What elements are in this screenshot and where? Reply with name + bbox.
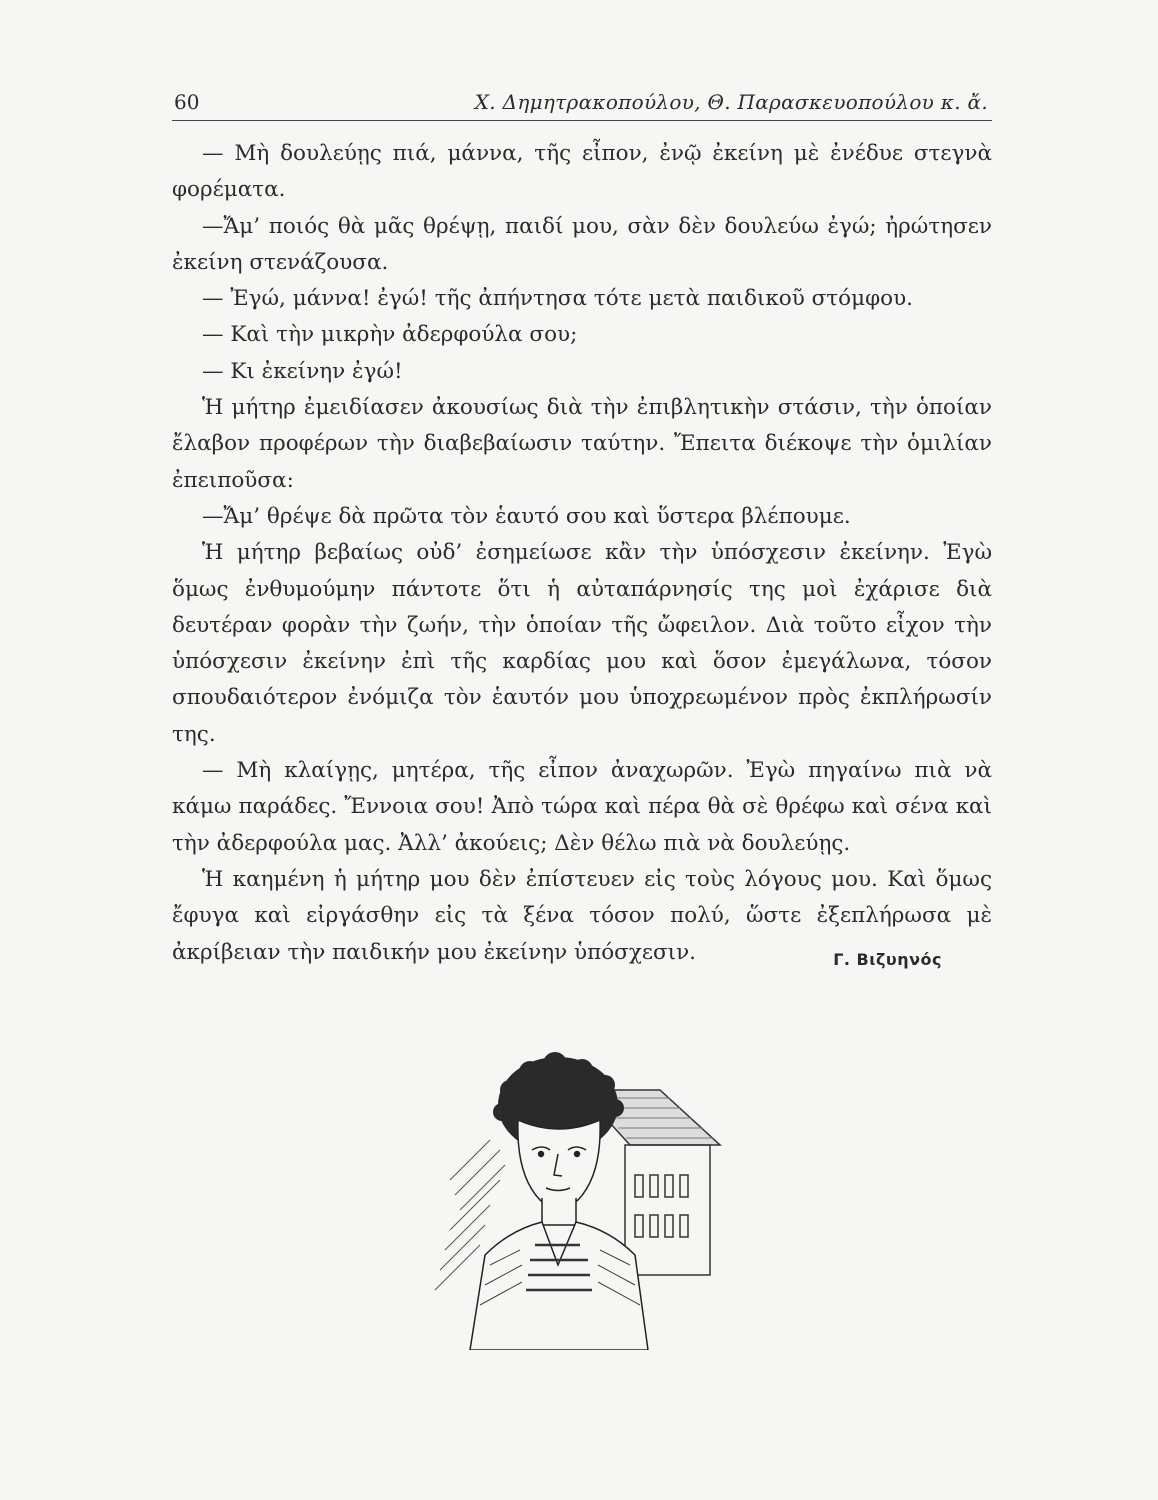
shirt [470, 1198, 648, 1350]
author-signature: Γ. Βιζυηνός [833, 950, 942, 969]
paragraph: —Ἄμ’ θρέψε δὰ πρῶτα τὸν ἑαυτό σου καὶ ὕστερα βλέπουμε. [202, 503, 851, 529]
paragraph: — Μὴ κλαίγῃς, μητέρα, τῆς εἶπον ἀναχωρῶν. Ἐγὼ πηγαίνω πιὰ νὰ κάμω παράδες. Ἔννοια σου! Ἀπὸ τώρα καὶ πέρα θὰ σὲ θρέφω καὶ σένα καὶ τὴν ἀδερφούλα μας. Ἀλλ’ ἀκούεις; Δὲν θέλω πιὰ νὰ δουλεύῃς. [172, 758, 992, 856]
paragraph: — Κι ἐκείνην ἐγώ! [202, 358, 403, 384]
paragraph: Ἡ μήτηρ βεβαίως οὐδ’ ἐσημείωσε κἂν τὴν ὑπόσχεσιν ἐκείνην. Ἐγὼ ὅμως ἐνθυμούμην πάντοτε ὅτι ἡ αὐταπάρνησίς της μοὶ ἐχάρισε διὰ δευτέραν φορὰν τὴν ζωήν, τὴν ὁποίαν τῆς ὤφειλον. Διὰ τοῦτο εἶχον τὴν ὑπόσχεσιν ἐκείνην ἐπὶ τῆς καρδίας μου καὶ ὅσον ἐμεγάλωνα, τόσον σπουδαιότερον ἐνόμιζα τὸν ἑαυτόν μου ὑποχρεωμένον πρὸς ἐκπλήρωσίν της. [172, 540, 992, 747]
face [518, 1120, 600, 1208]
page-header [172, 86, 992, 121]
paragraph: — Ἐγώ, μάννα! ἐγώ! τῆς ἀπήντησα τότε μετὰ παιδικοῦ στόμφου. [202, 286, 913, 312]
page-number: 60 [174, 90, 200, 114]
paragraph: — Καὶ τὴν μικρὴν ἀδερφούλα σου; [202, 322, 578, 348]
boy-portrait-illustration [430, 1050, 730, 1350]
paragraph: Ἡ καημένη ἡ μήτηρ μου δὲν ἐπίστευεν εἰς τοὺς λόγους μου. Καὶ ὅμως ἔφυγα καὶ εἰργάσθην εἰς τὰ ξένα τόσον πολύ, ὥστε ἐξεπλήρωσα μὲ ἀκρίβειαν τὴν παιδικήν μου ἐκείνην ὑπόσχεσιν. [172, 866, 992, 965]
paragraph: Ἡ μήτηρ ἐμειδίασεν ἀκουσίως διὰ τὴν ἐπιβλητικὴν στάσιν, τὴν ὁποίαν ἔλαβον προφέρων τὴν διαβεβαίωσιν ταύτην. Ἔπειτα διέκοψε τὴν ὁμιλίαν ἐπειποῦσα: [172, 395, 992, 493]
running-title: Χ. Δημητρακοπούλου, Θ. Παρασκευοπούλου κ. ἄ. [474, 90, 988, 114]
paragraph: —Ἄμ’ ποιός θὰ μᾶς θρέψῃ, παιδί μου, σὰν δὲν δουλεύω ἐγώ; ἠρώτησεν ἐκείνη στενάζουσα. [172, 213, 992, 275]
paragraph: — Μὴ δουλεύῃς πιά, μάννα, τῆς εἶπον, ἐνῷ ἐκείνη μὲ ἐνέδυε στεγνὰ φορέματα. [172, 141, 992, 203]
story-text [172, 136, 992, 971]
